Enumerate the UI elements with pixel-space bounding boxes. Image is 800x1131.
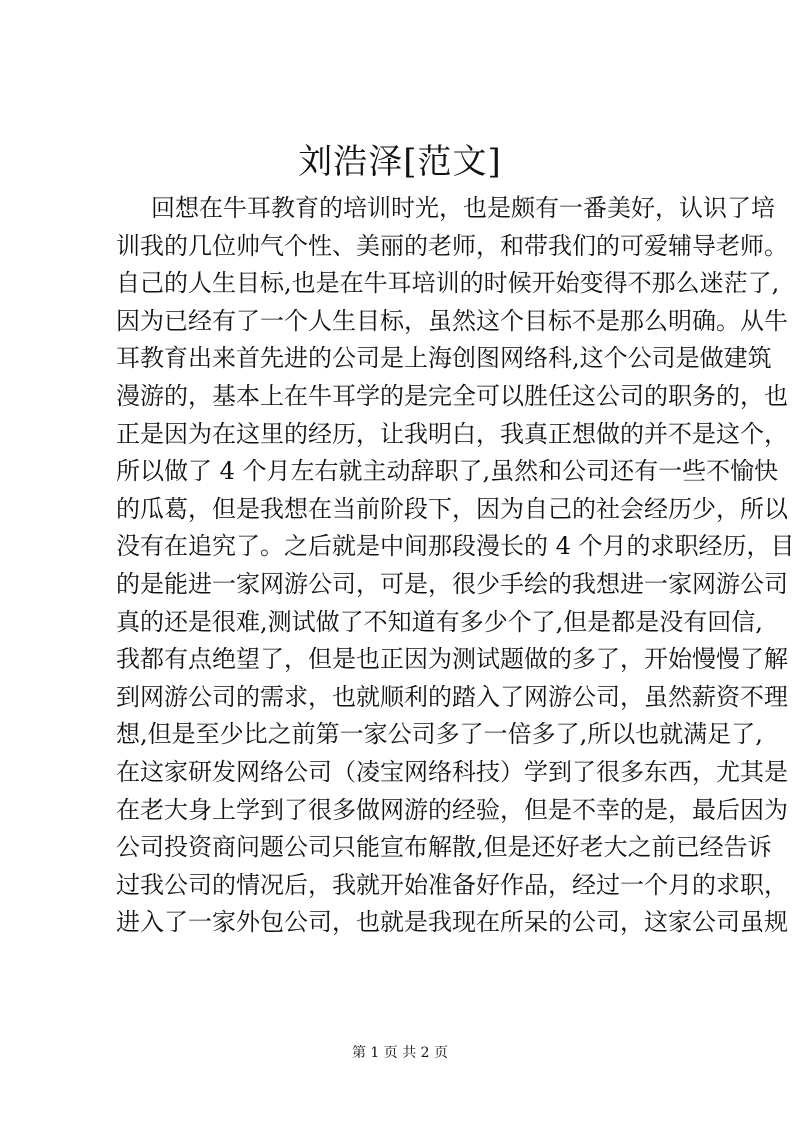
body-line: 漫游的，基本上在牛耳学的是完全可以胜任这公司的职务的，也 xyxy=(116,381,788,410)
body-line: 训我的几位帅气个性、美丽的老师，和带我们的可爱辅导老师。 xyxy=(116,231,788,260)
body-line: 因为已经有了一个人生目标，虽然这个目标不是那么明确。从牛 xyxy=(116,306,788,335)
body-line: 到网游公司的需求，也就顺利的踏入了网游公司，虽然薪资不理 xyxy=(116,682,788,711)
body-line: 的是能进一家网游公司，可是，很少手绘的我想进一家网游公司 xyxy=(116,569,788,598)
body-line: 耳教育出来首先进的公司是上海创图网络科,这个公司是做建筑 xyxy=(116,344,772,373)
body-line: 我都有点绝望了，但是也正因为测试题做的多了，开始慢慢了解 xyxy=(116,645,788,674)
body-line: 没有在追究了。之后就是中间那段漫长的 4 个月的求职经历，目 xyxy=(116,532,795,561)
body-line: 真的还是很难,测试做了不知道有多少个了,但是都是没有回信, xyxy=(116,607,763,636)
page-title: 刘浩泽[范文] xyxy=(298,142,502,182)
body-line: 的瓜葛，但是我想在当前阶段下，因为自己的社会经历少，所以 xyxy=(116,494,788,523)
body-line: 自己的人生目标,也是在牛耳培训的时候开始变得不那么迷茫了, xyxy=(116,269,780,298)
page-footer: 第 1 页 共 2 页 xyxy=(351,1045,449,1061)
body-line: 在老大身上学到了很多做网游的经验，但是不幸的是，最后因为 xyxy=(116,795,788,824)
body-line: 在这家研发网络公司（凌宝网络科技）学到了很多东西，尤其是 xyxy=(116,757,788,786)
body-line: 进入了一家外包公司，也就是我现在所呆的公司，这家公司虽规 xyxy=(116,908,788,937)
body-line: 回想在牛耳教育的培训时光，也是颇有一番美好，认识了培 xyxy=(151,194,775,222)
body-line: 过我公司的情况后，我就开始准备好作品，经过一个月的求职， xyxy=(116,870,788,899)
body-line: 公司投资商问题公司只能宣布解散,但是还好老大之前已经告诉 xyxy=(116,833,772,862)
body-line: 想,但是至少比之前第一家公司多了一倍多了,所以也就满足了, xyxy=(116,720,763,749)
body-line: 所以做了 4 个月左右就主动辞职了,虽然和公司还有一些不愉快 xyxy=(116,457,779,486)
body-line: 正是因为在这里的经历，让我明白，我真正想做的并不是这个， xyxy=(116,419,788,448)
document-body xyxy=(116,190,795,942)
